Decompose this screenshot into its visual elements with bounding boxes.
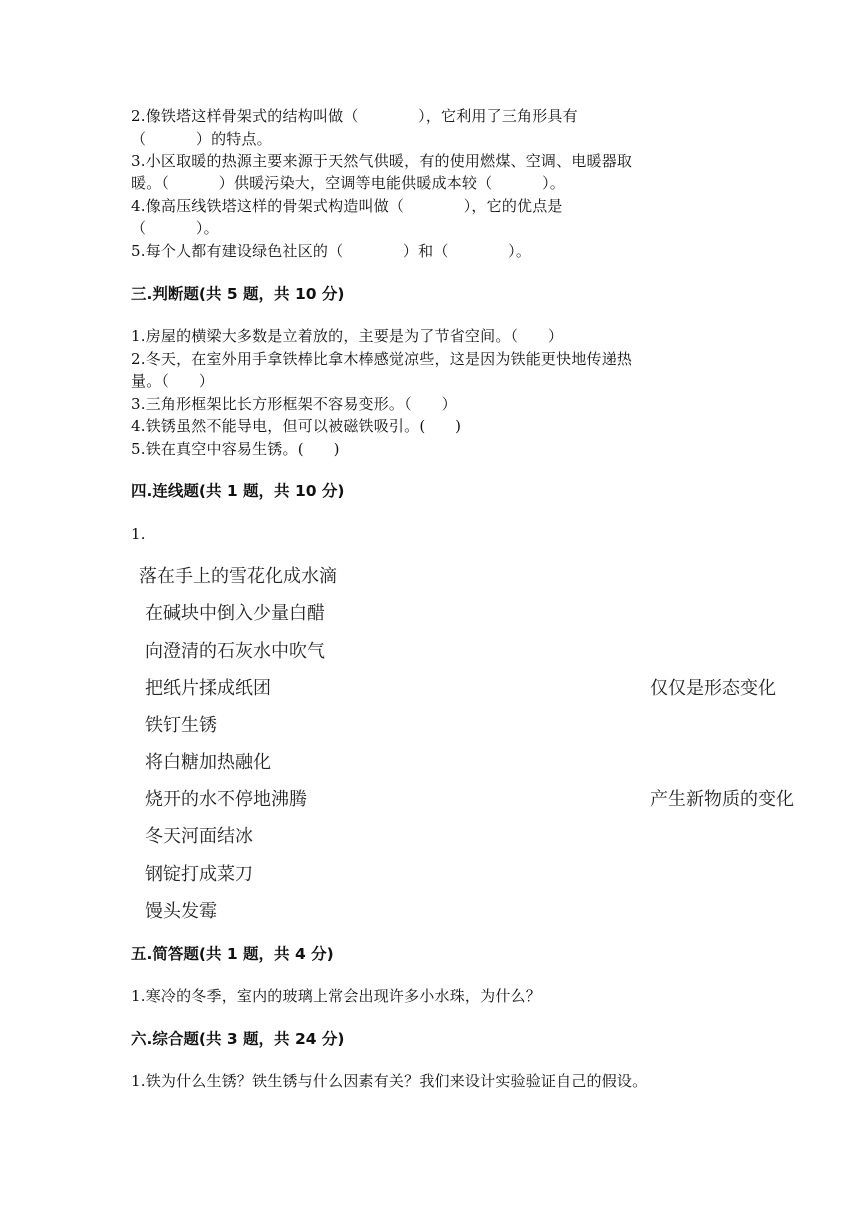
- match-left-item: 冬天河面结冰: [145, 826, 253, 847]
- match-right-item: 产生新物质的变化: [650, 789, 794, 810]
- match-left-item: 铁钉生锈: [145, 715, 217, 736]
- short-question-1: 1.寒冷的冬季，室内的玻璃上常会出现许多小水珠，为什么？: [131, 987, 541, 1005]
- match-left-item: 烧开的水不停地沸腾: [145, 789, 307, 810]
- fill-question-5: 5.每个人都有建设绿色社区的（ ）和（ ）。: [131, 242, 532, 260]
- comp-question-1: 1.铁为什么生锈？铁生锈与什么因素有关？我们来设计实验验证自己的假设。: [131, 1072, 648, 1090]
- match-left-item: 向澄清的石灰水中吹气: [145, 641, 325, 662]
- judge-question-4: 4.铁锈虽然不能导电，但可以被磁铁吸引。( ): [131, 417, 462, 435]
- match-left-item: 将白糖加热融化: [145, 752, 271, 773]
- judge-section-heading: 三.判断题(共 5 题，共 10 分): [131, 285, 345, 303]
- fill-question-2-line-2: （ ）的特点。: [131, 130, 272, 148]
- short-section-heading: 五.简答题(共 1 题，共 4 分): [131, 945, 334, 963]
- match-section-heading: 四.连线题(共 1 题，共 10 分): [131, 482, 345, 500]
- judge-question-3: 3.三角形框架比长方形框架不容易变形。（ ）: [131, 395, 457, 413]
- fill-question-3-line-2: 暖。（ ）供暖污染大，空调等电能供暖成本较（ ）。: [131, 174, 565, 192]
- fill-question-4-line-2: （ ）。: [131, 219, 219, 237]
- match-left-item: 馒头发霉: [145, 901, 217, 922]
- match-left-item: 把纸片揉成纸团: [145, 678, 271, 699]
- match-right-item: 仅仅是形态变化: [650, 678, 776, 699]
- fill-question-4-line-1: 4.像高压线铁塔这样的骨架式构造叫做（ ），它的优点是: [131, 197, 563, 215]
- fill-question-3-line-1: 3.小区取暖的热源主要来源于天然气供暖，有的使用燃煤、空调、电暖器取: [131, 152, 633, 170]
- judge-question-2-line-2: 量。（ ）: [131, 372, 215, 390]
- match-left-item: 在碱块中倒入少量白醋: [145, 603, 325, 624]
- match-question-number: 1.: [131, 525, 146, 543]
- judge-question-5: 5.铁在真空中容易生锈。( ): [131, 440, 340, 458]
- judge-question-2-line-1: 2.冬天，在室外用手拿铁棒比拿木棒感觉凉些，这是因为铁能更快地传递热: [131, 350, 633, 368]
- comp-section-heading: 六.综合题(共 3 题，共 24 分): [131, 1030, 345, 1048]
- fill-question-2-line-1: 2.像铁塔这样骨架式的结构叫做（ ），它利用了三角形具有: [131, 107, 578, 125]
- match-left-item: 钢锭打成菜刀: [145, 864, 253, 885]
- match-left-item: 落在手上的雪花化成水滴: [139, 566, 337, 587]
- judge-question-1: 1.房屋的横梁大多数是立着放的，主要是为了节省空间。（ ）: [131, 327, 564, 345]
